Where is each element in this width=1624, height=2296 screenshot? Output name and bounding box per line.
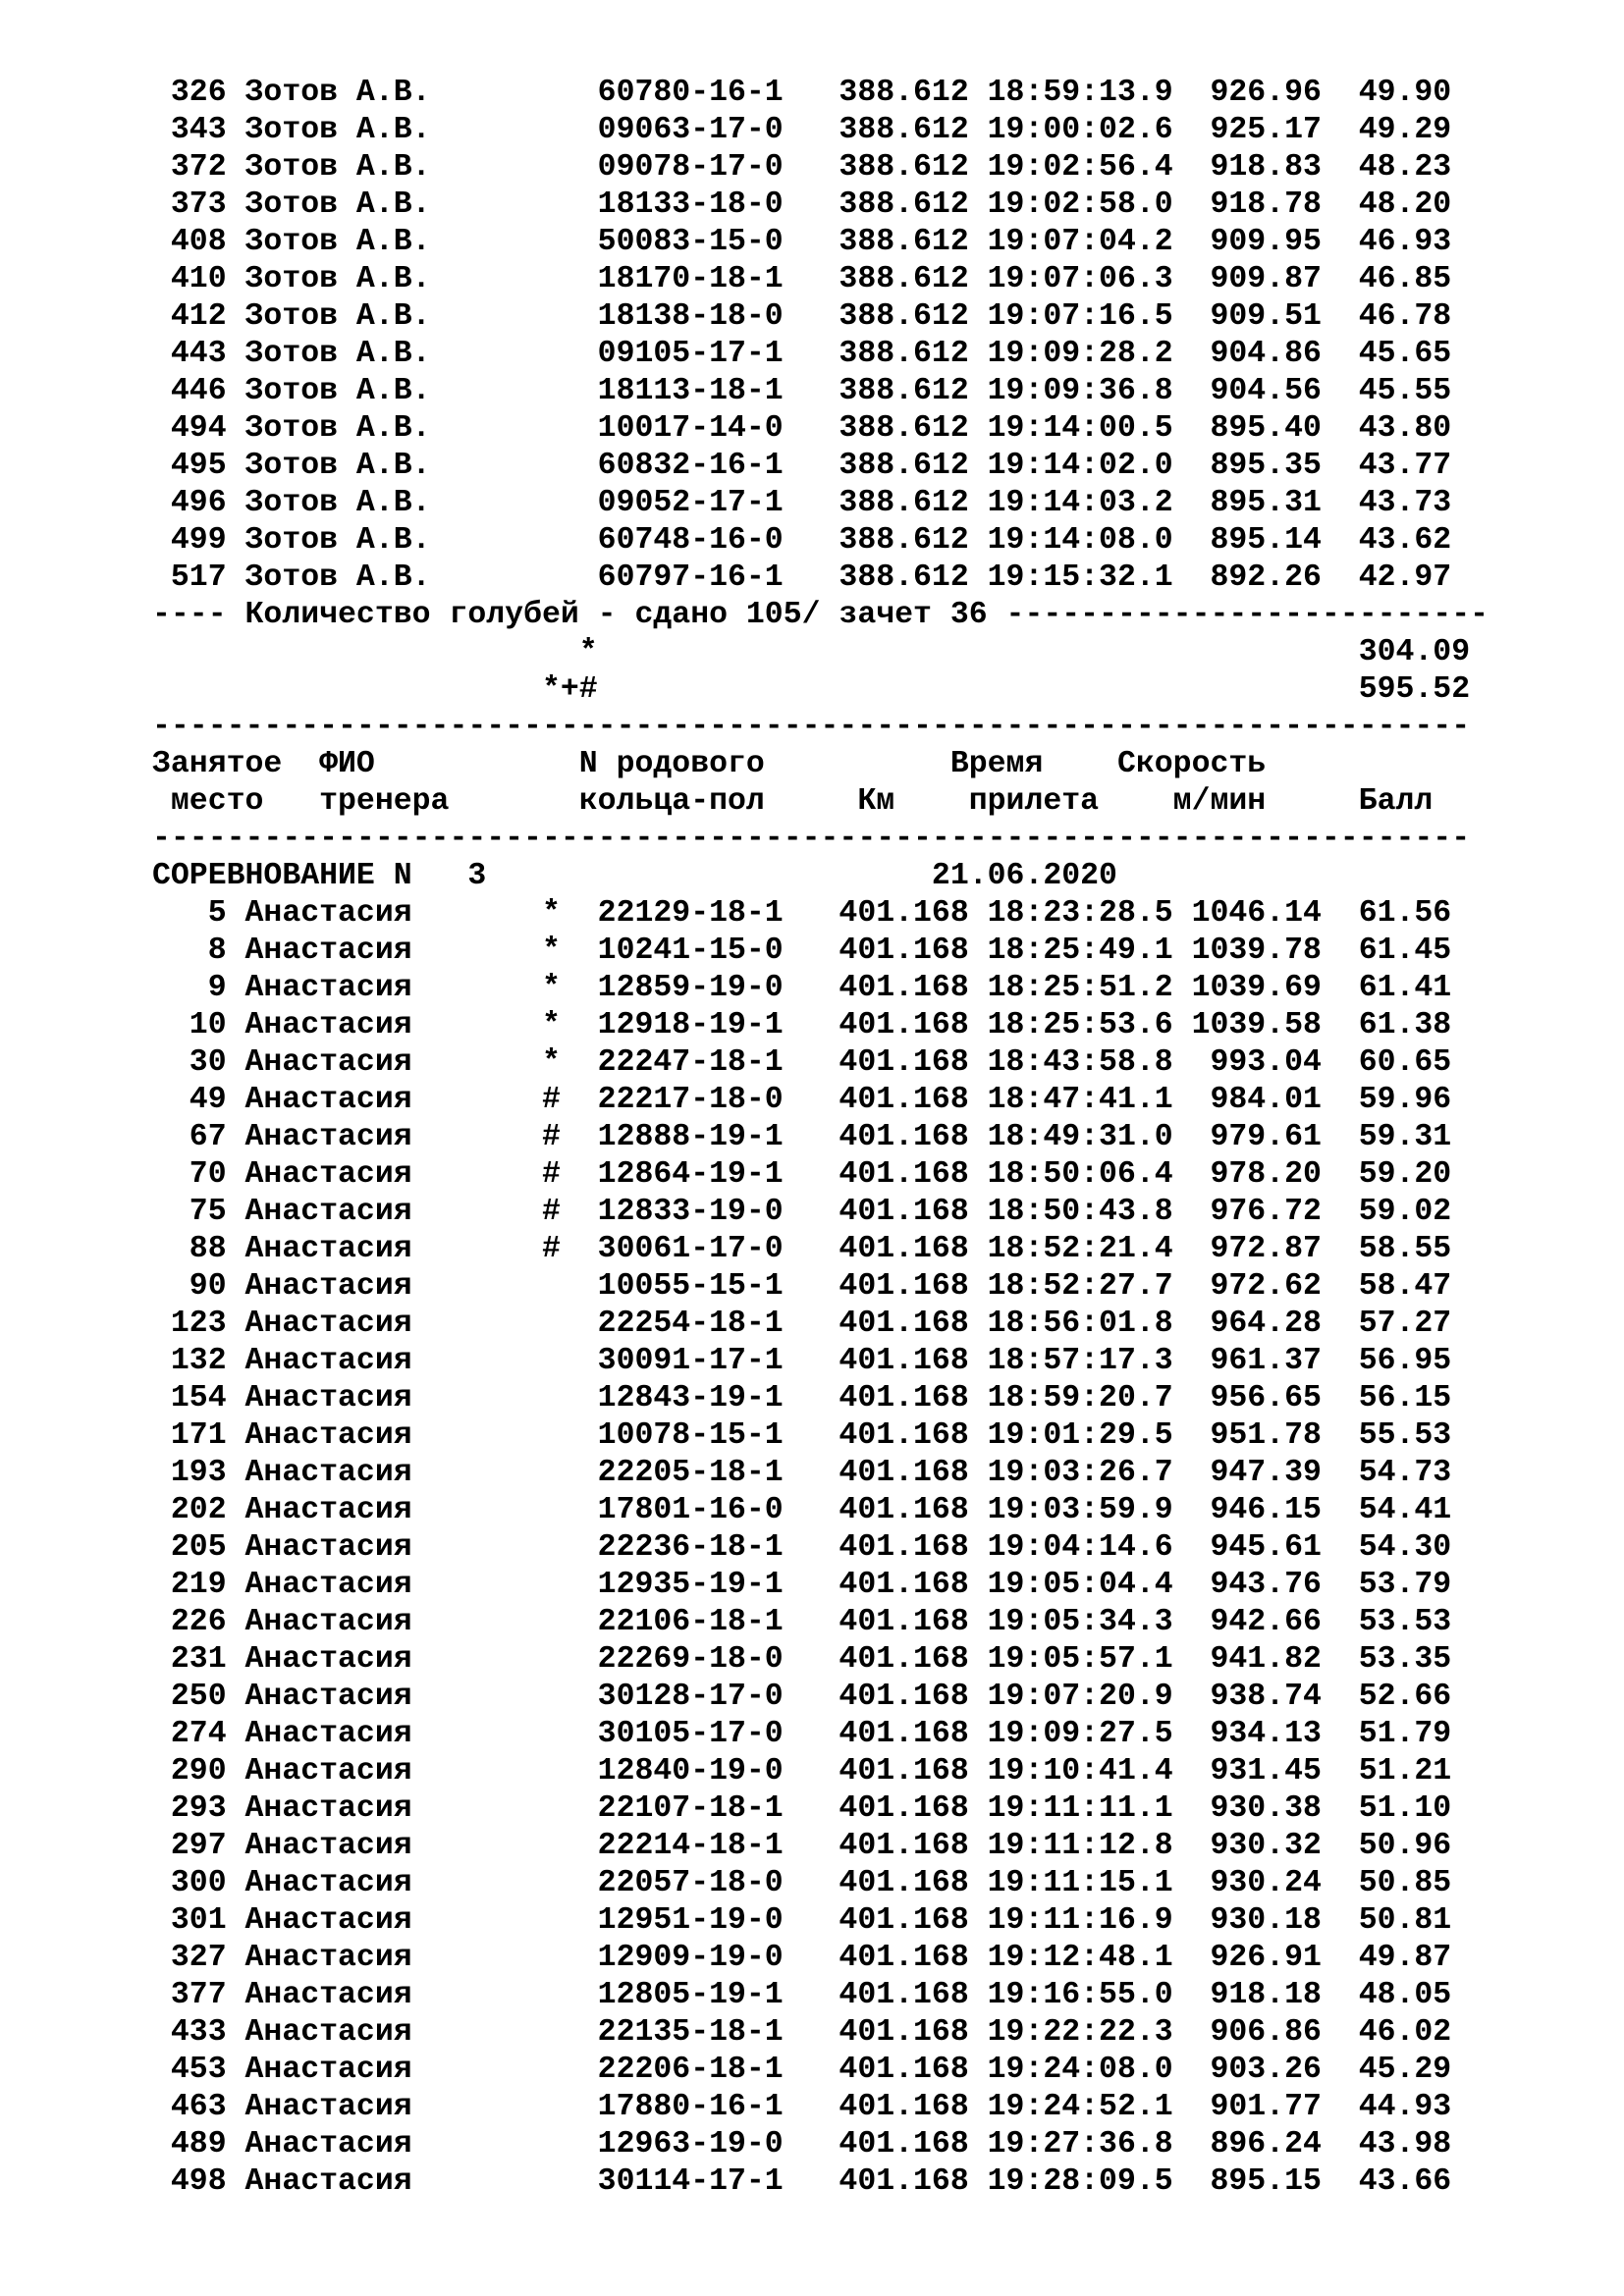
table-row: 90 Анастасия 10055-15-1 401.168 18:52:27.7 972.62 58.47: [152, 1269, 1452, 1304]
table-row: 412 Зотов А.В. 18138-18-0 388.612 19:07:16.5 909.51 46.78: [152, 299, 1452, 334]
competition-heading: СОРЕВНОВАНИЕ N 3 21.06.2020: [152, 859, 1117, 893]
table-row: 70 Анастасия # 12864-19-1 401.168 18:50:06.4 978.20 59.20: [152, 1157, 1452, 1192]
table-row: 297 Анастасия 22214-18-1 401.168 19:11:12.8 930.32 50.96: [152, 1829, 1452, 1863]
column-header-line-2: место тренера кольца-пол Км прилета м/мин Балл: [152, 784, 1434, 819]
table-row: 226 Анастасия 22106-18-1 401.168 19:05:34.3 942.66 53.53: [152, 1605, 1452, 1639]
pigeon-count-summary: ---- Количество голубей - сдано 105/ зачет 36 --------------------------: [152, 598, 1489, 632]
table-row: 301 Анастасия 12951-19-0 401.168 19:11:16.9 930.18 50.81: [152, 1903, 1452, 1938]
table-row: 463 Анастасия 17880-16-1 401.168 19:24:52.1 901.77 44.93: [152, 2090, 1452, 2124]
table-row: 498 Анастасия 30114-17-1 401.168 19:28:09.5 895.15 43.66: [152, 2164, 1452, 2199]
table-row: 231 Анастасия 22269-18-0 401.168 19:05:57.1 941.82 53.35: [152, 1642, 1452, 1677]
table-row: 88 Анастасия # 30061-17-0 401.168 18:52:21.4 972.87 58.55: [152, 1232, 1452, 1266]
table-row: 372 Зотов А.В. 09078-17-0 388.612 19:02:56.4 918.83 48.23: [152, 150, 1452, 185]
table-row: 326 Зотов А.В. 60780-16-1 388.612 18:59:13.9 926.96 49.90: [152, 76, 1452, 110]
table-row: 499 Зотов А.В. 60748-16-0 388.612 19:14:08.0 895.14 43.62: [152, 523, 1452, 558]
table-row: 202 Анастасия 17801-16-0 401.168 19:03:59.9 946.15 54.41: [152, 1493, 1452, 1527]
divider: -----------------------------------------------------------------------: [152, 822, 1471, 856]
table-row: 67 Анастасия # 12888-19-1 401.168 18:49:31.0 979.61 59.31: [152, 1120, 1452, 1154]
table-row: 9 Анастасия * 12859-19-0 401.168 18:25:51.2 1039.69 61.41: [152, 971, 1452, 1005]
table-row: 250 Анастасия 30128-17-0 401.168 19:07:20.9 938.74 52.66: [152, 1680, 1452, 1714]
table-row: 410 Зотов А.В. 18170-18-1 388.612 19:07:06.3 909.87 46.85: [152, 262, 1452, 296]
table-row: 443 Зотов А.В. 09105-17-1 388.612 19:09:28.2 904.86 45.65: [152, 337, 1452, 371]
table-row: 10 Анастасия * 12918-19-1 401.168 18:25:53.6 1039.58 61.38: [152, 1008, 1452, 1042]
total-star-row: * 304.09: [152, 635, 1471, 669]
table-row: 193 Анастасия 22205-18-1 401.168 19:03:26.7 947.39 54.73: [152, 1456, 1452, 1490]
table-row: 433 Анастасия 22135-18-1 401.168 19:22:22.3 906.86 46.02: [152, 2015, 1452, 2050]
table-row: 446 Зотов А.В. 18113-18-1 388.612 19:09:36.8 904.56 45.55: [152, 374, 1452, 408]
table-row: 343 Зотов А.В. 09063-17-0 388.612 19:00:02.6 925.17 49.29: [152, 113, 1452, 147]
column-header-line-1: Занятое ФИО N родового Время Скорость: [152, 747, 1267, 781]
table-row: 408 Зотов А.В. 50083-15-0 388.612 19:07:04.2 909.95 46.93: [152, 225, 1452, 259]
table-row: 132 Анастасия 30091-17-1 401.168 18:57:17.3 961.37 56.95: [152, 1344, 1452, 1378]
table-row: 496 Зотов А.В. 09052-17-1 388.612 19:14:03.2 895.31 43.73: [152, 486, 1452, 520]
table-row: 8 Анастасия * 10241-15-0 401.168 18:25:49.1 1039.78 61.45: [152, 934, 1452, 968]
table-row: 5 Анастасия * 22129-18-1 401.168 18:23:28.5 1046.14 61.56: [152, 896, 1452, 931]
table-row: 327 Анастасия 12909-19-0 401.168 19:12:48.1 926.91 49.87: [152, 1941, 1452, 1975]
divider: -----------------------------------------------------------------------: [152, 710, 1471, 744]
table-row: 171 Анастасия 10078-15-1 401.168 19:01:29.5 951.78 55.53: [152, 1418, 1452, 1453]
table-row: 373 Зотов А.В. 18133-18-0 388.612 19:02:58.0 918.78 48.20: [152, 187, 1452, 222]
table-row: 274 Анастасия 30105-17-0 401.168 19:09:27.5 934.13 51.79: [152, 1717, 1452, 1751]
table-row: 75 Анастасия # 12833-19-0 401.168 18:50:43.8 976.72 59.02: [152, 1195, 1452, 1229]
table-row: 49 Анастасия # 22217-18-0 401.168 18:47:41.1 984.01 59.96: [152, 1083, 1452, 1117]
table-row: 494 Зотов А.В. 10017-14-0 388.612 19:14:00.5 895.40 43.80: [152, 411, 1452, 446]
table-row: 453 Анастасия 22206-18-1 401.168 19:24:08.0 903.26 45.29: [152, 2053, 1452, 2087]
table-row: 495 Зотов А.В. 60832-16-1 388.612 19:14:02.0 895.35 43.77: [152, 449, 1452, 483]
table-row: 219 Анастасия 12935-19-1 401.168 19:05:04.4 943.76 53.79: [152, 1568, 1452, 1602]
table-row: 377 Анастасия 12805-19-1 401.168 19:16:55.0 918.18 48.05: [152, 1978, 1452, 2012]
table-row: 30 Анастасия * 22247-18-1 401.168 18:43:58.8 993.04 60.65: [152, 1045, 1452, 1080]
table-row: 154 Анастасия 12843-19-1 401.168 18:59:20.7 956.65 56.15: [152, 1381, 1452, 1415]
table-row: 293 Анастасия 22107-18-1 401.168 19:11:11.1 930.38 51.10: [152, 1791, 1452, 1826]
table-row: 205 Анастасия 22236-18-1 401.168 19:04:14.6 945.61 54.30: [152, 1530, 1452, 1565]
table-row: 300 Анастасия 22057-18-0 401.168 19:11:15.1 930.24 50.85: [152, 1866, 1452, 1900]
total-star-hash-row: *+# 595.52: [152, 672, 1471, 707]
table-row: 290 Анастасия 12840-19-0 401.168 19:10:41.4 931.45 51.21: [152, 1754, 1452, 1789]
table-row: 489 Анастасия 12963-19-0 401.168 19:27:36.8 896.24 43.98: [152, 2127, 1452, 2162]
table-row: 517 Зотов А.В. 60797-16-1 388.612 19:15:32.1 892.26 42.97: [152, 561, 1452, 595]
table-row: 123 Анастасия 22254-18-1 401.168 18:56:01.8 964.28 57.27: [152, 1307, 1452, 1341]
